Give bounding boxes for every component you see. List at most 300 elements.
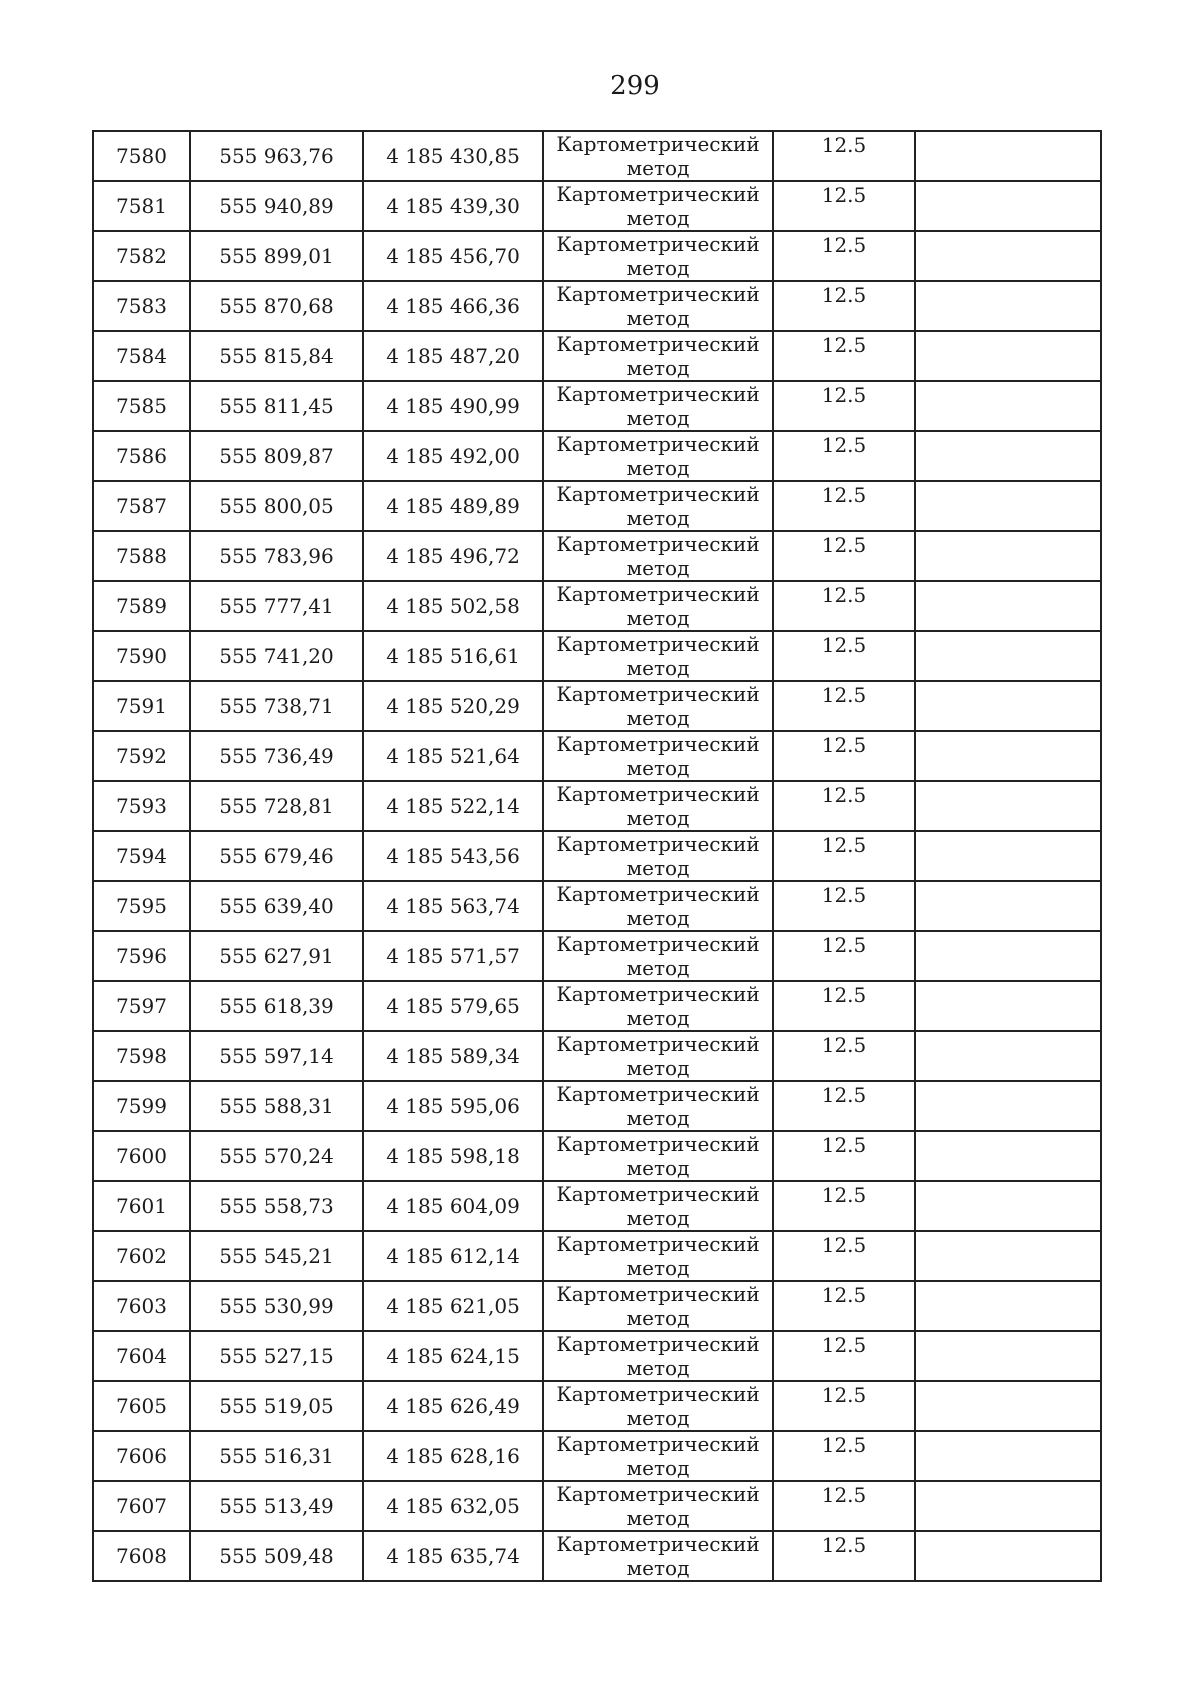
table-row [93,881,1101,931]
x-coordinate-cell [190,581,363,631]
point-number-cell [93,981,190,1031]
method-line-2: метод [626,206,690,230]
table-row [93,331,1101,381]
point-number-cell [93,581,190,631]
empty-cell [915,1431,1101,1481]
empty-cell [915,981,1101,1031]
point-number: 7585 [116,394,167,418]
x-coordinate: 555 597,14 [219,1044,334,1068]
method-line-1: Картометрический [556,1432,760,1456]
accuracy-cell [773,631,915,681]
y-coordinate-cell [363,781,543,831]
table-row [93,831,1101,881]
accuracy-cell [773,1031,915,1081]
y-coordinate-cell [363,1381,543,1431]
accuracy-value: 12.5 [821,233,867,257]
table-row [93,1181,1101,1231]
y-coordinate: 4 185 466,36 [386,294,520,318]
accuracy-cell [773,481,915,531]
accuracy-cell [773,431,915,481]
empty-cell [915,1281,1101,1331]
x-coordinate: 555 815,84 [219,344,334,368]
method-line-1: Картометрический [556,1132,760,1156]
point-number-cell [93,1481,190,1531]
method-line-1: Картометрический [556,182,760,206]
table-row [93,131,1101,181]
table-row [93,481,1101,531]
method-line-2: метод [626,1506,690,1530]
empty-cell [915,1381,1101,1431]
accuracy-value: 12.5 [821,333,867,357]
accuracy-value: 12.5 [821,933,867,957]
method-line-2: метод [626,406,690,430]
method-line-1: Картометрический [556,1332,760,1356]
point-number-cell [93,1081,190,1131]
accuracy-cell [773,1281,915,1331]
x-coordinate-cell [190,481,363,531]
method-line-2: метод [626,706,690,730]
method-line-1: Картометрический [556,632,760,656]
y-coordinate-cell [363,731,543,781]
y-coordinate-cell [363,981,543,1031]
accuracy-cell [773,331,915,381]
method-cell [543,1031,773,1081]
method-line-2: метод [626,1306,690,1330]
method-cell [543,581,773,631]
method-line-1: Картометрический [556,232,760,256]
x-coordinate: 555 627,91 [219,944,334,968]
method-line-1: Картометрический [556,1182,760,1206]
accuracy-value: 12.5 [821,1133,867,1157]
table-row [93,631,1101,681]
x-coordinate: 555 509,48 [219,1544,334,1568]
x-coordinate: 555 870,68 [219,294,334,318]
x-coordinate-cell [190,1281,363,1331]
table-row [93,981,1101,1031]
method-cell [543,281,773,331]
method-cell [543,231,773,281]
method-line-1: Картометрический [556,832,760,856]
y-coordinate-cell [363,1081,543,1131]
x-coordinate-cell [190,781,363,831]
method-cell [543,981,773,1031]
method-line-1: Картометрический [556,732,760,756]
y-coordinate-cell [363,381,543,431]
empty-cell [915,1231,1101,1281]
point-number-cell [93,1531,190,1581]
y-coordinate: 4 185 490,99 [386,394,520,418]
x-coordinate-cell [190,531,363,581]
method-line-2: метод [626,656,690,680]
coordinates-table [92,130,1102,1582]
x-coordinate-cell [190,331,363,381]
accuracy-value: 12.5 [821,1233,867,1257]
table-row [93,1131,1101,1181]
table-row [93,1081,1101,1131]
x-coordinate-cell [190,981,363,1031]
x-coordinate: 555 777,41 [219,594,334,618]
x-coordinate-cell [190,1331,363,1381]
table-row [93,1381,1101,1431]
x-coordinate: 555 736,49 [219,744,334,768]
accuracy-cell [773,881,915,931]
table-row [93,731,1101,781]
method-cell [543,431,773,481]
table-row [93,431,1101,481]
accuracy-value: 12.5 [821,683,867,707]
method-line-1: Картометрический [556,1032,760,1056]
empty-cell [915,381,1101,431]
x-coordinate-cell [190,1181,363,1231]
y-coordinate: 4 185 632,05 [386,1494,520,1518]
x-coordinate-cell [190,631,363,681]
accuracy-value: 12.5 [821,1533,867,1557]
y-coordinate: 4 185 521,64 [386,744,520,768]
accuracy-value: 12.5 [821,833,867,857]
y-coordinate: 4 185 628,16 [386,1444,520,1468]
method-line-2: метод [626,856,690,880]
point-number-cell [93,1031,190,1081]
point-number: 7603 [116,1294,167,1318]
y-coordinate: 4 185 635,74 [386,1544,520,1568]
y-coordinate-cell [363,1231,543,1281]
method-line-1: Картометрический [556,332,760,356]
empty-cell [915,231,1101,281]
method-line-1: Картометрический [556,482,760,506]
table-row [93,1481,1101,1531]
y-coordinate-cell [363,481,543,531]
x-coordinate-cell [190,1231,363,1281]
accuracy-cell [773,1081,915,1131]
y-coordinate: 4 185 595,06 [386,1094,520,1118]
method-cell [543,681,773,731]
method-cell [543,1131,773,1181]
point-number: 7597 [116,994,167,1018]
point-number-cell [93,231,190,281]
point-number: 7581 [116,194,167,218]
method-line-2: метод [626,1156,690,1180]
empty-cell [915,331,1101,381]
y-coordinate-cell [363,1331,543,1381]
table-body [93,131,1101,1581]
empty-cell [915,731,1101,781]
x-coordinate-cell [190,831,363,881]
method-line-2: метод [626,306,690,330]
y-coordinate-cell [363,331,543,381]
method-line-2: метод [626,256,690,280]
method-cell [543,881,773,931]
point-number-cell [93,1331,190,1381]
x-coordinate: 555 679,46 [219,844,334,868]
y-coordinate-cell [363,1131,543,1181]
y-coordinate-cell [363,1181,543,1231]
table-row [93,1331,1101,1381]
point-number: 7604 [116,1344,167,1368]
accuracy-cell [773,281,915,331]
method-line-1: Картометрический [556,1382,760,1406]
method-cell [543,1081,773,1131]
y-coordinate-cell [363,1481,543,1531]
empty-cell [915,1081,1101,1131]
x-coordinate: 555 811,45 [219,394,334,418]
method-line-1: Картометрический [556,882,760,906]
accuracy-value: 12.5 [821,1283,867,1307]
y-coordinate: 4 185 598,18 [386,1144,520,1168]
accuracy-value: 12.5 [821,1483,867,1507]
x-coordinate-cell [190,1531,363,1581]
accuracy-cell [773,981,915,1031]
empty-cell [915,131,1101,181]
y-coordinate-cell [363,1431,543,1481]
x-coordinate: 555 516,31 [219,1444,334,1468]
x-coordinate: 555 513,49 [219,1494,334,1518]
accuracy-value: 12.5 [821,1033,867,1057]
empty-cell [915,1031,1101,1081]
x-coordinate-cell [190,681,363,731]
accuracy-cell [773,931,915,981]
accuracy-value: 12.5 [821,133,867,157]
empty-cell [915,931,1101,981]
y-coordinate-cell [363,1531,543,1581]
empty-cell [915,531,1101,581]
y-coordinate: 4 185 520,29 [386,694,520,718]
x-coordinate: 555 588,31 [219,1094,334,1118]
table-row [93,1531,1101,1581]
x-coordinate-cell [190,1431,363,1481]
point-number: 7606 [116,1444,167,1468]
table-row [93,1431,1101,1481]
accuracy-value: 12.5 [821,583,867,607]
method-cell [543,1481,773,1531]
method-cell [543,381,773,431]
method-line-2: метод [626,356,690,380]
x-coordinate-cell [190,1131,363,1181]
y-coordinate: 4 185 543,56 [386,844,520,868]
y-coordinate-cell [363,1281,543,1331]
method-line-2: метод [626,906,690,930]
method-line-1: Картометрический [556,382,760,406]
method-line-1: Картометрический [556,282,760,306]
method-line-2: метод [626,506,690,530]
x-coordinate: 555 570,24 [219,1144,334,1168]
accuracy-value: 12.5 [821,783,867,807]
method-line-1: Картометрический [556,1282,760,1306]
empty-cell [915,431,1101,481]
y-coordinate-cell [363,581,543,631]
table-row [93,531,1101,581]
accuracy-value: 12.5 [821,1333,867,1357]
point-number-cell [93,781,190,831]
method-line-1: Картометрический [556,932,760,956]
empty-cell [915,681,1101,731]
point-number: 7584 [116,344,167,368]
y-coordinate-cell [363,881,543,931]
point-number: 7607 [116,1494,167,1518]
point-number-cell [93,831,190,881]
page-number: 299 [610,71,660,101]
x-coordinate-cell [190,431,363,481]
empty-cell [915,781,1101,831]
point-number: 7580 [116,144,167,168]
point-number-cell [93,681,190,731]
x-coordinate: 555 545,21 [219,1244,334,1268]
x-coordinate: 555 639,40 [219,894,334,918]
method-line-2: метод [626,756,690,780]
method-line-2: метод [626,956,690,980]
point-number: 7608 [116,1544,167,1568]
point-number: 7593 [116,794,167,818]
accuracy-cell [773,1531,915,1581]
y-coordinate: 4 185 626,49 [386,1394,520,1418]
x-coordinate-cell [190,931,363,981]
point-number: 7601 [116,1194,167,1218]
method-cell [543,831,773,881]
x-coordinate: 555 783,96 [219,544,334,568]
y-coordinate: 4 185 579,65 [386,994,520,1018]
method-line-2: метод [626,1006,690,1030]
accuracy-cell [773,231,915,281]
accuracy-value: 12.5 [821,1383,867,1407]
point-number: 7594 [116,844,167,868]
x-coordinate: 555 530,99 [219,1294,334,1318]
point-number-cell [93,131,190,181]
y-coordinate-cell [363,281,543,331]
method-line-2: метод [626,156,690,180]
y-coordinate-cell [363,1031,543,1081]
method-cell [543,1431,773,1481]
point-number-cell [93,1431,190,1481]
point-number: 7596 [116,944,167,968]
method-cell [543,181,773,231]
point-number: 7598 [116,1044,167,1068]
point-number-cell [93,731,190,781]
point-number: 7599 [116,1094,167,1118]
point-number: 7582 [116,244,167,268]
empty-cell [915,1531,1101,1581]
empty-cell [915,881,1101,931]
x-coordinate: 555 527,15 [219,1344,334,1368]
y-coordinate: 4 185 487,20 [386,344,520,368]
point-number: 7589 [116,594,167,618]
y-coordinate-cell [363,831,543,881]
accuracy-value: 12.5 [821,883,867,907]
method-cell [543,131,773,181]
y-coordinate-cell [363,531,543,581]
x-coordinate: 555 800,05 [219,494,334,518]
method-cell [543,331,773,381]
point-number-cell [93,331,190,381]
point-number-cell [93,881,190,931]
y-coordinate: 4 185 496,72 [386,544,520,568]
x-coordinate: 555 728,81 [219,794,334,818]
point-number-cell [93,631,190,681]
point-number-cell [93,1231,190,1281]
accuracy-value: 12.5 [821,1083,867,1107]
x-coordinate-cell [190,181,363,231]
accuracy-value: 12.5 [821,433,867,457]
y-coordinate-cell [363,931,543,981]
accuracy-cell [773,131,915,181]
y-coordinate-cell [363,231,543,281]
method-line-1: Картометрический [556,532,760,556]
method-cell [543,531,773,581]
y-coordinate: 4 185 502,58 [386,594,520,618]
x-coordinate-cell [190,731,363,781]
method-line-2: метод [626,806,690,830]
y-coordinate: 4 185 430,85 [386,144,520,168]
point-number-cell [93,181,190,231]
point-number-cell [93,531,190,581]
accuracy-cell [773,1381,915,1431]
y-coordinate-cell [363,681,543,731]
method-cell [543,1181,773,1231]
empty-cell [915,631,1101,681]
y-coordinate-cell [363,181,543,231]
accuracy-cell [773,1431,915,1481]
method-cell [543,781,773,831]
method-line-1: Картометрический [556,1482,760,1506]
point-number: 7602 [116,1244,167,1268]
point-number-cell [93,481,190,531]
y-coordinate: 4 185 612,14 [386,1244,520,1268]
x-coordinate-cell [190,231,363,281]
y-coordinate: 4 185 456,70 [386,244,520,268]
method-line-2: метод [626,1056,690,1080]
accuracy-cell [773,181,915,231]
accuracy-value: 12.5 [821,1433,867,1457]
point-number-cell [93,1181,190,1231]
empty-cell [915,481,1101,531]
accuracy-value: 12.5 [821,183,867,207]
table-row [93,1231,1101,1281]
method-line-2: метод [626,1456,690,1480]
x-coordinate-cell [190,1031,363,1081]
point-number: 7588 [116,544,167,568]
method-line-2: метод [626,1256,690,1280]
method-line-2: метод [626,1406,690,1430]
empty-cell [915,181,1101,231]
accuracy-value: 12.5 [821,1183,867,1207]
x-coordinate-cell [190,281,363,331]
method-line-2: метод [626,1206,690,1230]
point-number: 7605 [116,1394,167,1418]
method-line-2: метод [626,556,690,580]
table-row [93,681,1101,731]
method-line-2: метод [626,1356,690,1380]
x-coordinate: 555 809,87 [219,444,334,468]
x-coordinate-cell [190,1381,363,1431]
method-cell [543,731,773,781]
method-line-1: Картометрический [556,1082,760,1106]
method-line-1: Картометрический [556,682,760,706]
empty-cell [915,581,1101,631]
y-coordinate-cell [363,431,543,481]
point-number-cell [93,1281,190,1331]
y-coordinate: 4 185 571,57 [386,944,520,968]
method-cell [543,1381,773,1431]
point-number: 7587 [116,494,167,518]
x-coordinate: 555 519,05 [219,1394,334,1418]
method-cell [543,1331,773,1381]
accuracy-value: 12.5 [821,383,867,407]
empty-cell [915,1181,1101,1231]
method-line-2: метод [626,1106,690,1130]
method-line-2: метод [626,456,690,480]
accuracy-cell [773,581,915,631]
method-cell [543,931,773,981]
method-line-2: метод [626,606,690,630]
accuracy-value: 12.5 [821,533,867,557]
